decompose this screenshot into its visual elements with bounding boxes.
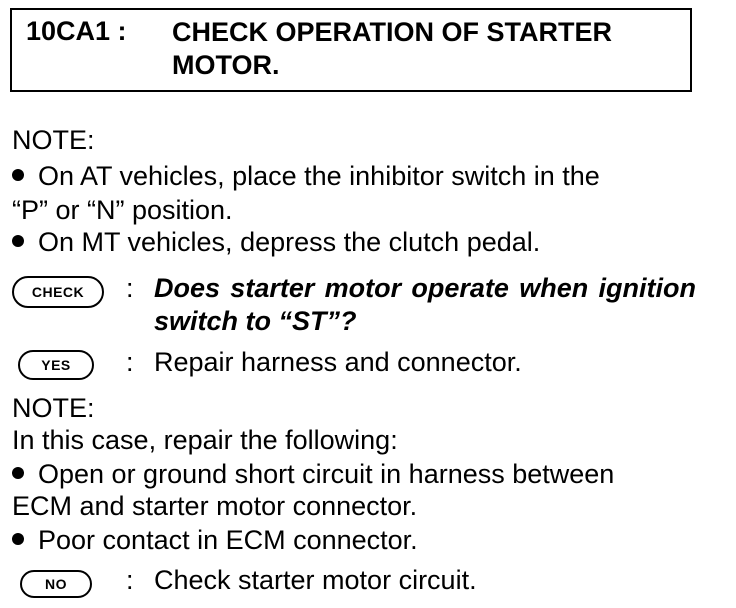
bullet-icon <box>12 533 24 545</box>
note-bullet-text: On AT vehicles, place the inhibitor switch in the <box>38 161 600 191</box>
bullet-icon <box>12 235 24 247</box>
note-bullet-item <box>12 226 540 258</box>
note-bullet-text: Open or ground short circuit in harness between <box>38 459 615 489</box>
yes-pill-icon: YES <box>18 350 94 380</box>
note-label: NOTE: <box>12 125 95 155</box>
check-pill-icon: CHECK <box>12 276 104 308</box>
note-label: NOTE: <box>12 393 95 423</box>
check-colon: : <box>126 273 134 303</box>
note-bullet-text: On MT vehicles, depress the clutch pedal. <box>38 227 541 257</box>
note-bullet-text: Poor contact in ECM connector. <box>38 525 418 555</box>
no-pill-icon: NO <box>20 570 92 598</box>
step-code: 10CA1 : <box>26 16 127 46</box>
step-header-box <box>10 8 692 92</box>
bullet-icon <box>12 169 24 181</box>
note-bullet-continuation: “P” or “N” position. <box>12 195 233 225</box>
check-question: Does starter motor operate when ignition switch to “ST”? <box>154 273 696 336</box>
no-answer: Check starter motor circuit. <box>154 565 477 595</box>
note-bullet-item <box>12 524 418 556</box>
note-bullet-item <box>12 160 600 192</box>
yes-colon: : <box>126 347 134 377</box>
note-bullet-continuation: ECM and starter motor connector. <box>12 491 418 521</box>
note-intro: In this case, repair the following: <box>12 425 398 455</box>
step-title: CHECK OPERATION OF STARTER MOTOR. <box>172 17 613 80</box>
bullet-icon <box>12 467 24 479</box>
note-bullet-item <box>12 458 614 490</box>
no-colon: : <box>126 565 134 595</box>
yes-answer: Repair harness and connector. <box>154 347 522 377</box>
